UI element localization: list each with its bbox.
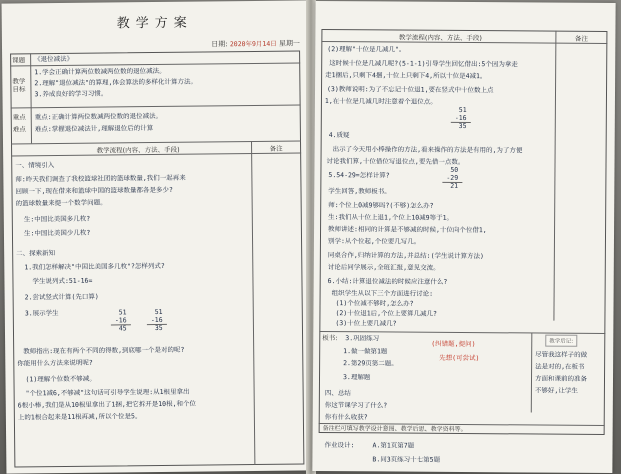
homework-label: 作业设计:: [324, 441, 355, 450]
content-line: "个位1减6,不够减"这句话可引导学生说理:从1根里拿出: [25, 387, 190, 398]
section-heading: 4.质疑: [328, 131, 350, 140]
content-line: (3)教师说明:为了不忘记十位退1,要在竖式中十位数上点: [327, 85, 494, 95]
topic-label: 课题: [12, 56, 26, 65]
board-line: 3.理解题: [342, 373, 371, 382]
date-line: [211, 38, 300, 49]
homework-item: B.同3页练习十七第5题: [372, 455, 441, 464]
calc-underline: [442, 182, 462, 183]
weekday-label: 星期一: [278, 39, 301, 48]
vertical-calc-b: 51 -16 35: [150, 307, 163, 333]
summary-heading: 四、总结: [324, 389, 351, 398]
board-line: 2.第29页第二题。: [343, 359, 398, 368]
content-line: (2)理解"十位是几减几"。: [327, 45, 406, 54]
difficulty-text: 难点:掌握退位减法计,理解退位后的计算: [34, 124, 154, 134]
content-line: 回顾一下,现在借来和篮球中国的篮球数量都各是多少?: [15, 185, 173, 196]
content-line: (2)十位退1后,个位上要算几减几?: [335, 309, 437, 318]
afterword-line: 法是对的,在板书: [535, 362, 585, 371]
content-line: 师:个位上0减9够吗?(不够)怎么办?: [328, 201, 434, 210]
calc-underline: [147, 324, 167, 325]
goal-line: 3.养成良好的学习习惯。: [34, 89, 108, 99]
afterword-line: 方面和课前的准备: [534, 374, 588, 383]
content-line: 的篮球数量来提一个数学问题。: [15, 198, 107, 208]
date-label: 日期:: [211, 40, 228, 49]
content-line: 6.小结:计算退位减法的时候应注意什么?: [327, 277, 448, 286]
footer-note: 备注栏可填写教学设计意图、教学后思、教学资料等。: [322, 425, 467, 434]
keypoint-text: 重点:正确计算两位数减两位数的退位减法。: [34, 111, 163, 122]
red-annotation: 先想(可尝试): [439, 353, 480, 363]
content-line: 这时候十位是几减几呢?(5-1-1)引导学生回忆借出:5个因为拿走: [329, 59, 518, 69]
content-line: 别学:从个位起,个位要几写几。: [327, 237, 421, 246]
content-line: 1.我们怎样解决"中国比美国多几枚"?怎样列式?: [24, 261, 165, 272]
right-page: [312, 1, 615, 473]
content-line: 讨论我们算,十位借位写退位点,要先借一点数。: [326, 157, 465, 167]
content-line: (1)理解个位数不够减。: [25, 374, 96, 384]
topic-value: 《退位减法》: [34, 54, 74, 64]
goal-line: 1.学会正确计算两位数减两位数的退位减法。: [34, 66, 166, 77]
content-line: 上的1根合起来是11根再减,所以个位是5。: [17, 412, 142, 422]
content-line: 组织学生从以下三个方面进行讨论:: [331, 289, 434, 298]
difficulty-label: 难点: [12, 125, 26, 134]
content-line: 学生回答,教师板书。: [328, 187, 391, 196]
vertical-calc-c: 51 -16 35: [454, 105, 467, 131]
vertical-calc-d: 50 -29 21: [446, 165, 459, 190]
page-title: 教学方案: [116, 15, 193, 32]
content-line: 出示了今天用小棒操作的方法,看来操作的方法是有用的,为了方便: [332, 145, 523, 155]
goal-line: 2.理解"退位减法"的算理,体会算法的多样化计算方法。: [34, 77, 197, 88]
afterword-line: 不够好,让学生: [534, 386, 578, 395]
content-line: 同桌合作,归纳计算的方法,并总结:(学生说计算方法): [327, 251, 484, 261]
notes-header: 备注: [269, 144, 283, 153]
content-line: 生:中国比美国多几枚?: [23, 214, 91, 224]
section-heading: 二、探索新知: [16, 249, 56, 258]
content-line: (3)十位上要几减几?: [335, 319, 397, 328]
content-line: 你能用什么方法来说明呢?: [17, 358, 93, 368]
process-header: 教学流程(内容、方法、手段): [96, 145, 180, 155]
board-label: 板书:: [322, 334, 338, 343]
section-heading: 一、情境引入: [15, 161, 55, 170]
content-line: 2.尝试竖式计算(先口算): [24, 292, 99, 302]
homework-item: A.第1页第7题: [372, 441, 415, 450]
content-line: 生:我们从十位上退1,个位上10减9等于1。: [328, 213, 454, 222]
process-header: 教学流程(内容、方法、手段): [398, 33, 482, 43]
content-line: 讨论后同学展示,全班汇报,意见交流。: [327, 263, 440, 272]
content-line: 教师指出:现在有两个不同的得数,到底哪一个是对的呢?: [23, 345, 185, 356]
calc-underline: [111, 324, 131, 325]
date-value: 2020年9月14日: [229, 39, 277, 49]
content-line: 1,在十位是几减几时注意着个退位点。: [324, 97, 437, 106]
summary-line: 你有什么收获?: [324, 413, 368, 422]
afterword-line: 尽管我这样子的做: [535, 350, 588, 359]
red-annotation: (纠错题,提问): [431, 339, 476, 349]
vertical-calc-a: 51 -16 45: [114, 308, 127, 333]
content-line: 5.54-29=怎样计算?: [328, 171, 390, 180]
content-line: 走1捆后,只剩下4捆,十位上只剩下4,所以十位是4减1。: [325, 71, 487, 81]
board-line: 3.巩固练习: [345, 334, 380, 343]
content-line: 生:中国比美国少几枚?: [23, 228, 91, 238]
keypoint-label: 重点: [12, 113, 26, 122]
left-page: [2, 0, 313, 473]
content-line: 师:昨天我们调查了我校篮球社团的篮球数量,我们一起再来: [15, 173, 186, 184]
afterword-label: 教学后记:: [545, 335, 577, 347]
board-line: 1.做一做第1题: [343, 347, 388, 356]
calc-underline: [451, 122, 471, 123]
content-line: 3.展示学生: [24, 309, 59, 318]
goals-label: 教学目标: [12, 77, 26, 94]
content-line: 学生说列式:51-16=: [32, 276, 93, 286]
summary-line: 你这节课学习了什么?: [324, 401, 388, 410]
content-line: (1)个位减不够时,怎么办?: [335, 299, 414, 308]
content-line: 6根小棒,我们是从10根里拿出了1捆,把它拆开是10根,和个位: [17, 399, 197, 410]
notes-header: 备注: [574, 34, 588, 43]
content-line: 教师讲述:相同的计算是不够减的时候,十位向个位借1,: [328, 225, 487, 235]
